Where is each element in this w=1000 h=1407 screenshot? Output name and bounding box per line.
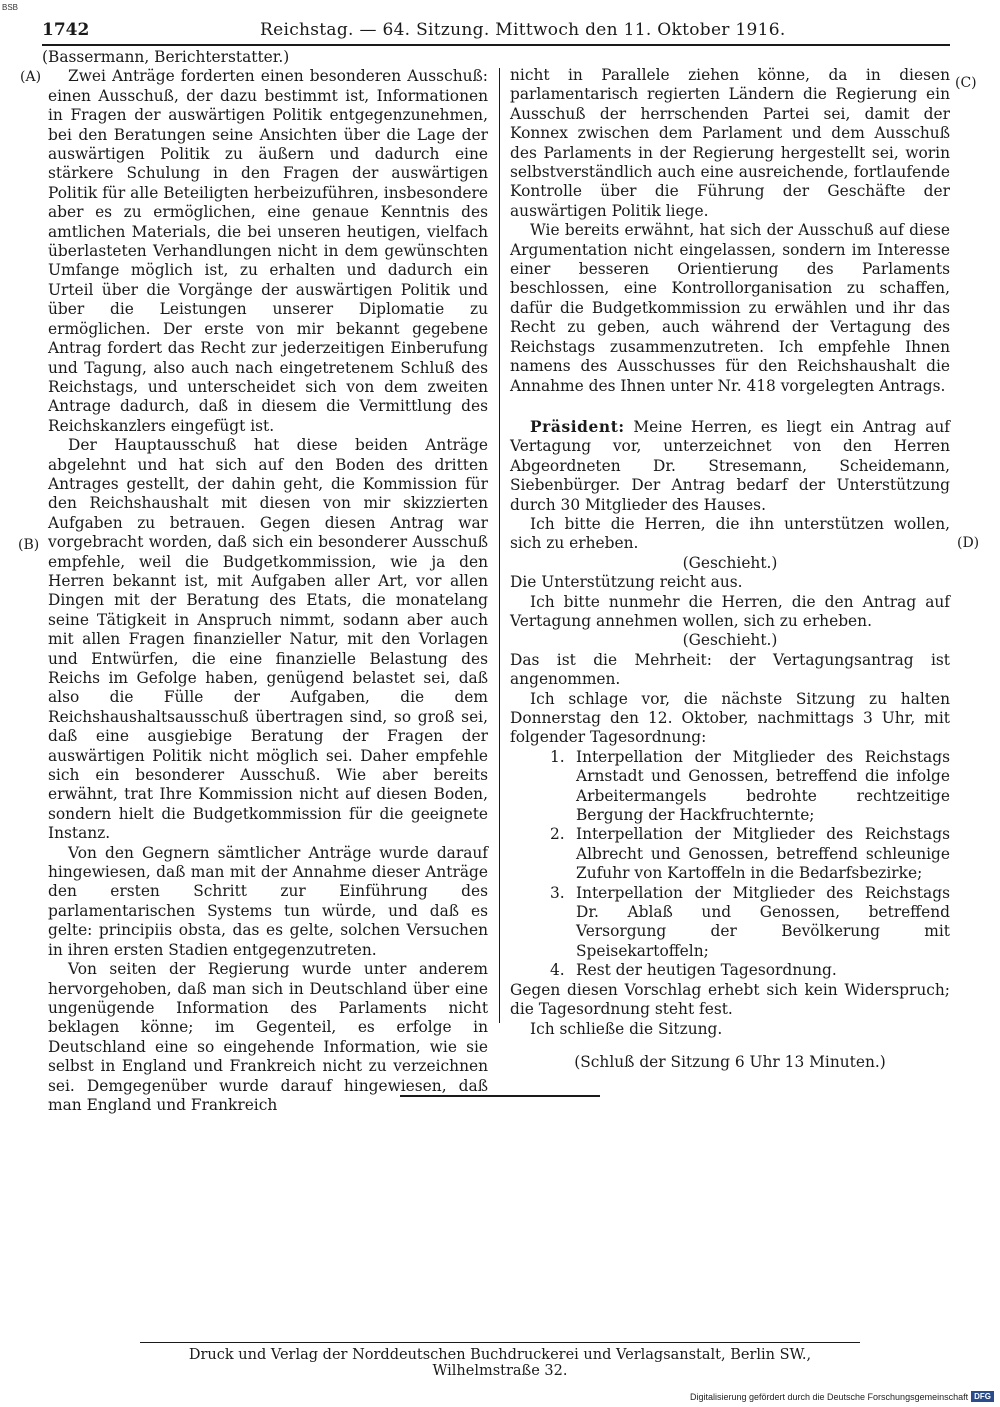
page-header xyxy=(42,20,950,44)
paragraph: Das ist die Mehrheit: der Vertagungsantrag ist angenommen. xyxy=(510,650,950,689)
printer-imprint: Druck und Verlag der Norddeutschen Buchdruckerei und Verlagsanstalt, Berlin SW., Wilhelmstraße 32. xyxy=(188,1347,812,1379)
agenda-number: 3. xyxy=(550,883,565,902)
paragraph: Die Unterstützung reicht aus. xyxy=(510,573,743,592)
paragraph: Von den Gegnern sämtlicher Anträge wurde darauf hingewiesen, daß man mit der Annahme dieser Anträge den ersten Schritt zur Einführung des parlamentarischen Systems tun würde, und daß es gelte: principiis obsta, das es gelte, solchen Versuchen in ihren ersten Stadien entgegenzutreten. xyxy=(48,843,488,959)
margin-mark-b: (B) xyxy=(18,537,40,553)
right-column xyxy=(510,66,950,1072)
running-title: Reichstag. — 64. Sitzung. Mittwoch den 11. Oktober 1916. xyxy=(260,20,786,40)
speaker-label: Präsident: xyxy=(530,417,625,436)
stage-direction: (Geschieht.) xyxy=(682,631,778,650)
agenda-item xyxy=(510,961,950,980)
agenda-number: 4. xyxy=(550,961,565,980)
agenda-item xyxy=(510,884,950,962)
paragraph: Zwei Anträge forderten einen besonderen Ausschuß: einen Ausschuß, der dazu bestimmt ist, Informationen in Fragen der auswärtigen Politik entgegenzunehmen, bei den Beratungen seine Ansichten über die Lage der auswärtigen Politik zu äußern und dadurch eine stärkere Schulung in den Fragen der auswärtigen Politik für alle Beteiligten herbeizuführen, insbesondere aber es zu ermöglichen, eine genaue Kenntnis des amtlichen Materials, die bei unseren heutigen, vielfach überlasteten Verhandlungen nicht in dem gewünschten Umfange möglich ist, zu erhalten und dadurch ein Urteil über die Vorgänge der auswärtigen Politik und über die Leistungen unserer Diplomatie zu ermöglichen. Der erste von mir bekannt gegebene Antrag fordert das Recht zur jederzeitigen Einberufung und Tagung, also auch nach eingetretenem Schluß des Reichstags, und unterscheidet sich von dem zweiten Antrage dadurch, daß in diesem die Vermittlung des Reichskanzlers eingefügt ist. xyxy=(48,67,488,435)
agenda-item xyxy=(510,748,950,826)
end-rule xyxy=(400,1095,600,1097)
agenda-text: Interpellation der Mitglieder des Reichstags Albrecht und Genossen, betreffend schleunige Zufuhr von Kartoffeln in die Bedarfsbezirke; xyxy=(576,825,950,883)
agenda-text: Rest der heutigen Tagesordnung. xyxy=(576,961,837,980)
library-corner-label: BSB xyxy=(2,3,19,12)
funding-note xyxy=(690,1391,994,1402)
column-divider xyxy=(499,68,500,1023)
paragraph: Der Hauptausschuß hat diese beiden Anträge abgelehnt und hat sich auf den Boden des dritten Antrages gestellt, der dahin geht, die Kommission für den Reichshaushalt mit diesen von mir skizzierten Aufgaben zu betrauen. Gegen diesen Antrag war vorgebracht worden, daß sich ein besonderer Ausschuß empfehle, weil die Budgetkommission, wie ja den Herren bekannt ist, mit Aufgaben aller Art, vor allen Dingen mit der Beratung des Etats, die monatelang seine Tätigkeit in Anspruch nimmt, sodann aber auch mit allen Fragen finanzieller Natur, mit den Vorlagen und Entwürfen, die eine finanzielle Belastung des Reichs im Gefolge haben, genügend belastet sei, daß also die Fülle der Aufgaben, die dem Reichshaushaltsausschuß übertragen sind, so groß sei, daß eine ausgiebige Beratung der Fragen der auswärtigen Politik nicht möglich sei. Daher empfehle sich ein besonderer Ausschuß. Wie aber bereits erwähnt, trat Ihre Kommission nicht auf diesen Boden, sondern hielt die Budgetkommission für die geeignete Instanz. xyxy=(48,436,488,843)
paragraph: nicht in Parallele ziehen könne, da in diesen parlamentarisch regierten Ländern die Regierung ein Ausschuß der herrschenden Partei sei, damit der Konnex zwischen dem Parlament und dem Ausschuß des Parlaments in der Regierung hergestellt sei, worin selbstverständlich auch eine ausreichende, fortlaufende Kontrolle über die Führung der Geschäfte der auswärtigen Politik liege. xyxy=(510,66,950,220)
spacer xyxy=(510,396,950,418)
paragraph: Ich bitte die Herren, die ihn unterstützen wollen, sich zu erheben. xyxy=(510,514,950,553)
spacer xyxy=(510,1039,950,1053)
agenda-number: 1. xyxy=(550,747,565,766)
stage-direction: (Geschieht.) xyxy=(682,553,778,572)
president-text: Meine Herren, es liegt ein Antrag auf Vertagung vor, unterzeichnet von den Herren Abgeordneten Dr. Stresemann, Scheidemann, Siebenbürger. Der Antrag bedarf der Unterstützung durch 30 Mitglieder des Hauses. xyxy=(510,417,950,514)
agenda-text: Interpellation der Mitglieder des Reichstags Arnstadt und Genossen, betreffend die infolge Arbeitermangels bedrohte rechtzeitige Bergung der Hackfruchternte; xyxy=(576,747,950,825)
agenda-text: Interpellation der Mitglieder des Reichstags Dr. Ablaß und Genossen, betreffend Versorgung der Bevölkerung mit Speisekartoffeln; xyxy=(576,883,950,960)
paragraph: Wie bereits erwähnt, hat sich der Ausschuß auf diese Argumentation nicht eingelassen, sondern im Interesse einer besseren Orientierung des Parlaments beschlossen, eine Kontrollorganisation zu schaffen, dafür die Budgetkommission zu erwählen und ihr das Recht zu geben, auch während der Vertagung des Reichstags zusammenzutreten. Ich empfehle Ihnen namens des Ausschusses für den Reichshaushalt die Annahme des Ihnen unter Nr. 418 vorgelegten Antrags. xyxy=(510,221,950,395)
speaker-header: (Bassermann, Berichterstatter.) xyxy=(42,48,290,66)
dfg-logo: DFG xyxy=(971,1391,994,1402)
left-column xyxy=(42,48,488,1115)
agenda-item xyxy=(510,825,950,883)
margin-mark-a: (A) xyxy=(20,69,42,85)
margin-mark-d: (D) xyxy=(957,535,980,551)
paragraph: Gegen diesen Vorschlag erhebt sich kein Widerspruch; die Tagesordnung steht fest. xyxy=(510,980,950,1019)
paragraph: Ich bitte nunmehr die Herren, die den Antrag auf Vertagung annehmen wollen, sich zu erheben. xyxy=(510,592,950,630)
paragraph: Ich schließe die Sitzung. xyxy=(530,1019,723,1038)
president-paragraph xyxy=(510,418,950,515)
session-closing-note: (Schluß der Sitzung 6 Uhr 13 Minuten.) xyxy=(574,1052,886,1071)
paragraph: Ich schlage vor, die nächste Sitzung zu halten Donnerstag den 12. Oktober, nachmittags 3 Uhr, mit folgender Tagesordnung: xyxy=(510,689,950,747)
margin-mark-c: (C) xyxy=(955,75,977,91)
agenda-number: 2. xyxy=(550,825,565,844)
header-rule xyxy=(42,44,950,46)
page-number: 1742 xyxy=(42,20,90,40)
imprint-rule xyxy=(140,1342,860,1343)
paragraph: Von seiten der Regierung wurde unter anderem hervorgehoben, daß man sich in Deutschland über eine ungenügende Information des Parlaments nicht beklagen könne; im Gegenteil, es erfolge in Deutschland eine so eingehende Information, wie sie selbst in England und Frankreich nicht zu verzeichnen sei. Demgegenüber wurde darauf hingewiesen, daß man England und Frankreich xyxy=(48,960,488,1114)
agenda-list xyxy=(510,748,950,981)
funding-text: Digitalisierung gefördert durch die Deutsche Forschungsgemeinschaft xyxy=(689,1391,969,1402)
